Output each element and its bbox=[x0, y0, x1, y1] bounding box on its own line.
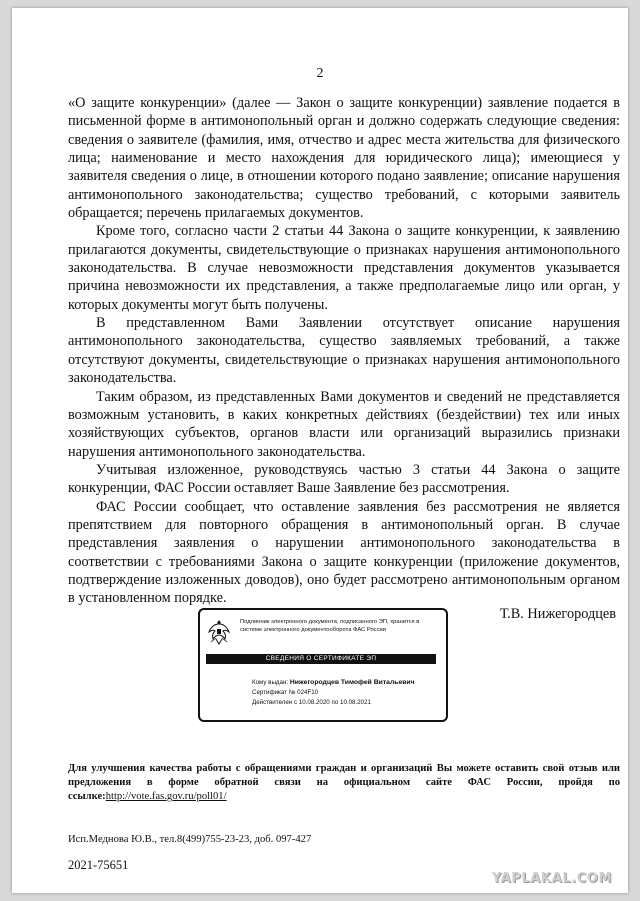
page-number: 2 bbox=[316, 66, 324, 81]
issued-to-value: Нижегородцев Тимофей Витальевич bbox=[289, 679, 415, 686]
stamp-header: Подлинник электронного документа, подписанного ЭП, хранится в системе электронного документооборота ФАС России bbox=[240, 619, 420, 633]
feedback-note bbox=[68, 762, 620, 804]
document-page bbox=[12, 8, 628, 893]
feedback-poll-link[interactable]: http://vote.fas.gov.ru/poll01/ bbox=[105, 791, 227, 802]
letter-body bbox=[68, 94, 620, 608]
signer-name: Т.В. Нижегородцев bbox=[499, 606, 616, 622]
validity-row bbox=[252, 699, 371, 707]
paragraph-6: ФАС России сообщает, что оставление заявления без рассмотрения не является препятствием для повторного обращения в антимонопольный орган. В случае представления заявления о нарушении антимонопольного законодательства в соответствии с требованиями Закона о защите конкуренции (приложение документов, подтверждение изложенных доводов), оно будет рассмотрено антимонопольным органом в установленном порядке. bbox=[68, 498, 620, 607]
eagle-emblem-icon bbox=[208, 618, 230, 646]
feedback-note-text: Для улучшения качества работы с обращениями граждан и организаций Вы можете оставить свой отзыв или предложения в форме обратной связи на официальном сайте ФАС России, пройдя по ссылке: bbox=[68, 763, 620, 802]
issued-to-row bbox=[252, 679, 415, 687]
paragraph-2: Кроме того, согласно части 2 статьи 44 Закона о защите конкуренции, к заявлению прилагаются документы, свидетельствующие о признаках нарушения антимонопольного законодательства. В случае невозможности представления документов указывается причина невозможности их представления, а также предполагаемые лицо или орган, у которых документы могут быть получены. bbox=[68, 223, 620, 313]
certificate-row bbox=[252, 689, 318, 697]
certificate-info-bar: СВЕДЕНИЯ О СЕРТИФИКАТЕ ЭП bbox=[206, 654, 436, 664]
paragraph-4: Таким образом, из представленных Вами документов и сведений не представляется возможным установить, в каких конкретных действиях (бездействии) тех или иных хозяйствующих субъектов, органов власти или организаций выразились признаки нарушения антимонопольного законодательства. bbox=[68, 388, 620, 460]
paragraph-5: Учитывая изложенное, руководствуясь частью 3 статьи 44 Закона о защите конкуренции, ФАС России оставляет Ваше Заявление без рассмотрения. bbox=[68, 461, 620, 497]
valid-to-label: по bbox=[331, 699, 339, 706]
issued-to-label: Кому выдан: bbox=[252, 679, 289, 686]
site-watermark: YAPLAKAL.COM bbox=[491, 871, 612, 886]
valid-to-date: 10.08.2021 bbox=[340, 699, 371, 706]
valid-from-date: 10.08.2020 bbox=[298, 699, 330, 706]
paragraph-1: «О защите конкуренции» (далее — Закон о защите конкуренции) заявление подается в письменной форме в антимонопольный орган и должно содержать следующие сведения: сведения о заявителе (фамилия, имя, отчество и адрес места жительства для физического лица; наименование и место нахождения для юридического лица); имеющиеся у заявителя сведения о лице, в отношении которого подано заявление; описание нарушения антимонопольного законодательства; существо требований, с которыми заявитель обращается; перечень прилагаемых документов. bbox=[68, 95, 620, 222]
executor-contact: Исп.Меднова Ю.В., тел.8(499)755-23-23, доб. 097-427 bbox=[68, 834, 312, 845]
paragraph-3: В представленном Вами Заявлении отсутствует описание нарушения антимонопольного законодательства, существо заявляемых требований, а также отсутствуют документы, свидетельствующие о признаках нарушения антимонопольного законодательства. bbox=[68, 315, 620, 387]
e-signature-stamp bbox=[198, 608, 448, 722]
certificate-number: 024F10 bbox=[297, 689, 319, 696]
registration-number: 2021-75651 bbox=[68, 858, 129, 872]
valid-from-label: Действителен с bbox=[252, 699, 298, 706]
certificate-label: Сертификат № bbox=[252, 689, 296, 696]
